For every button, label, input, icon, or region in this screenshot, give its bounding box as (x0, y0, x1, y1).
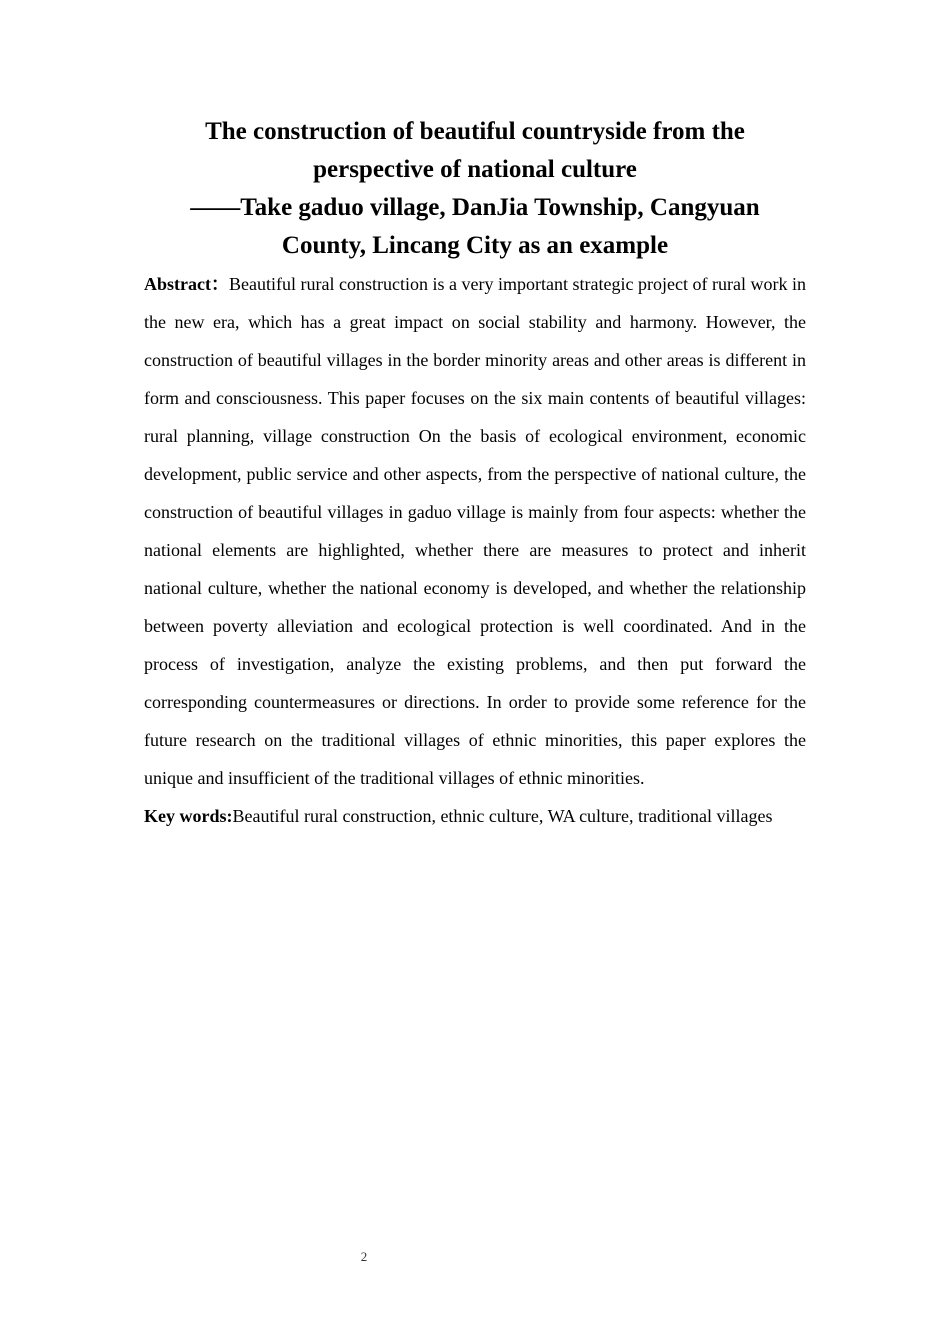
title-line: The construction of beautiful countryside from the (205, 118, 745, 145)
abstract-paragraph (144, 265, 806, 797)
paper-title (144, 113, 806, 265)
keywords-text: Beautiful rural construction, ethnic culture, WA culture, traditional villages (232, 806, 773, 826)
page-number: 2 (360, 1249, 368, 1264)
abstract-label: Abstract： (144, 274, 230, 294)
subtitle-line: ——Take gaduo village, DanJia Township, Cangyuan (190, 194, 760, 221)
subtitle-line: County, Lincang City as an example (281, 232, 669, 259)
keywords-label: Key words: (144, 806, 233, 826)
keywords-paragraph (144, 797, 806, 835)
abstract-text: Beautiful rural construction is a very important strategic project of rural work in the new era, which has a great impact on social stability and harmony. However, the construction of beautiful villages in the border minority areas and other areas is different in form and consciousness. This paper focuses on the six main contents of beautiful villages: rural planning, village construction On the basis of ecological environment, economic development, public service and other aspects, from the perspective of national culture, the construction of beautiful villages in gaduo village is mainly from four aspects: whether the national elements are highlighted, whether there are measures to protect and inherit national culture, whether the national economy is developed, and whether the relationship between poverty alleviation and ecological protection is well coordinated. And in the process of investigation, analyze the existing problems, and then put forward the corresponding countermeasures or directions. In order to provide some reference for the future research on the traditional villages of ethnic minorities, this paper explores the unique and insufficient of the traditional villages of ethnic minorities. (144, 274, 806, 788)
abstract-section (144, 265, 806, 835)
title-line: perspective of national culture (313, 156, 637, 183)
